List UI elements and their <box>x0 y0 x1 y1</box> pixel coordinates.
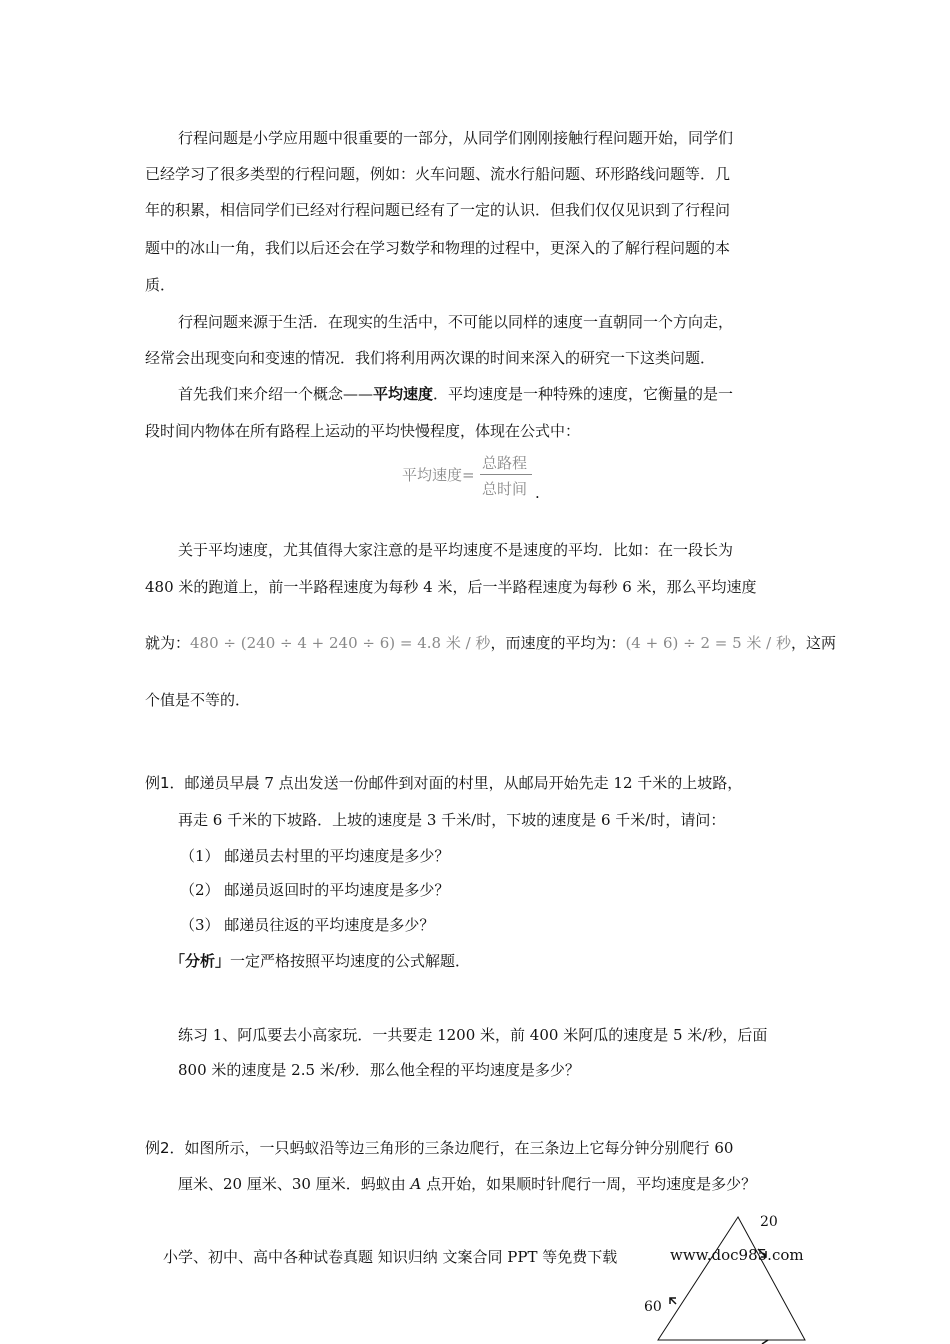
footer <box>163 1246 804 1267</box>
formula-lhs: 平均速度= <box>402 466 475 484</box>
avg-line3-b: ，而速度的平均为： <box>490 634 626 652</box>
intro-p3-text-b: ．平均速度是一种特殊的速度，它衡量的是一 <box>433 385 734 403</box>
avg-line1: 关于平均速度，尤其值得大家注意的是平均速度不是速度的平均．比如：在一段长为 <box>178 541 734 559</box>
ex2-text1: 如图所示，一只蚂蚁沿等边三角形的三条边爬行，在三条边上它每分钟分别爬行 60 <box>184 1139 734 1157</box>
avg-line3 <box>145 633 837 653</box>
avg-line2: 480 米的跑道上，前一半路程速度为每秒 4 米，后一半路程速度为每秒 6 米，那么平均速度 <box>145 578 757 596</box>
equilateral-triangle <box>658 1217 805 1340</box>
ex1-question-2: （2） 邮递员返回时的平均速度是多少？ <box>180 881 450 899</box>
intro-p1-line3: 年的积累，相信同学们已经对行程问题已经有了一定的认识．但我们仅仅见识到了行程问 <box>145 201 731 219</box>
figure-label-right: 20 <box>760 1214 778 1230</box>
formula-end: . <box>535 484 540 502</box>
intro-p3-line1 <box>178 384 805 404</box>
intro-p2-line1: 行程问题来源于生活．在现实的生活中，不可能以同样的速度一直朝同一个方向走， <box>178 313 734 331</box>
avg-line3-a: 就为： <box>145 634 191 652</box>
analysis-label: 「分析」 <box>170 952 231 970</box>
ex1-label: 例1． <box>145 774 185 792</box>
ex2-line2 <box>178 1174 805 1194</box>
arrow-bottom-side-icon <box>762 1340 768 1344</box>
analysis-text: 一定严格按照平均速度的公式解题． <box>230 952 471 970</box>
arrow-left-side-icon <box>670 1298 676 1304</box>
avg-formula-2: (4 + 6) ÷ 2 = 5 米 / 秒 <box>625 634 792 652</box>
ex1-line2: 再走 6 千米的下坡路．上坡的速度是 3 千米/时，下坡的速度是 6 千米/时，请问： <box>178 811 726 829</box>
avg-formula-1: 480 ÷ (240 ÷ 4 + 240 ÷ 6) = 4.8 米 / 秒 <box>190 634 491 652</box>
intro-p1-line1: 行程问题是小学应用题中很重要的一部分，从同学们刚刚接触行程问题开始，同学们 <box>178 129 734 147</box>
formula-denominator: 总时间 <box>482 480 528 498</box>
average-speed-term: 平均速度 <box>373 385 434 403</box>
ex1-text1: 邮递员早晨 7 点出发送一份邮件到对面的村里，从邮局开始先走 12 千米的上坡路， <box>184 774 743 792</box>
intro-p3-line2: 段时间内物体在所有路程上运动的平均快慢程度，体现在公式中： <box>145 422 581 440</box>
ex1-question-3: （3） 邮递员往返的平均速度是多少？ <box>180 916 435 934</box>
triangle-figure <box>640 1205 820 1344</box>
intro-p3-text-a: 首先我们来介绍一个概念—— <box>178 385 374 403</box>
point-a: A <box>410 1175 422 1193</box>
formula-numerator: 总路程 <box>482 454 528 472</box>
intro-p1-line5: 质． <box>145 276 176 294</box>
footer-url[interactable]: www.doc985.com <box>670 1246 804 1264</box>
ex1-question-1: （1） 邮递员去村里的平均速度是多少？ <box>180 847 450 865</box>
intro-p2-line2: 经常会出现变向和变速的情况．我们将利用两次课的时间来深入的研究一下这类问题． <box>145 349 716 367</box>
ex2-text2a: 厘米、20 厘米、30 厘米．蚂蚁由 <box>178 1175 411 1193</box>
avg-line3-c: ，这两 <box>791 634 837 652</box>
figure-label-left: 60 <box>644 1299 662 1315</box>
ex1-analysis <box>170 951 830 971</box>
footer-text: 小学、初中、高中各种试卷真题 知识归纳 文案合同 PPT 等免费下载 <box>163 1248 618 1266</box>
fraction-bar <box>480 474 532 475</box>
intro-p1-line2: 已经学习了很多类型的行程问题，例如：火车问题、流水行船问题、环形路线问题等．几 <box>145 165 731 183</box>
practice1-line2: 800 米的速度是 2.5 米/秒．那么他全程的平均速度是多少？ <box>178 1061 580 1079</box>
avg-line4: 个值是不等的． <box>145 691 251 709</box>
intro-p1-line4: 题中的冰山一角，我们以后还会在学习数学和物理的过程中，更深入的了解行程问题的本 <box>145 239 731 257</box>
practice1-line1: 练习 1、阿瓜要去小高家玩．一共要走 1200 米，前 400 米阿瓜的速度是 5 米/秒，后面 <box>178 1026 768 1044</box>
ex1-line1 <box>145 773 805 793</box>
ex2-text2b: 点开始，如果顺时针爬行一周，平均速度是多少？ <box>421 1175 757 1193</box>
ex2-label: 例2． <box>145 1139 185 1157</box>
ex2-line1 <box>145 1138 805 1158</box>
